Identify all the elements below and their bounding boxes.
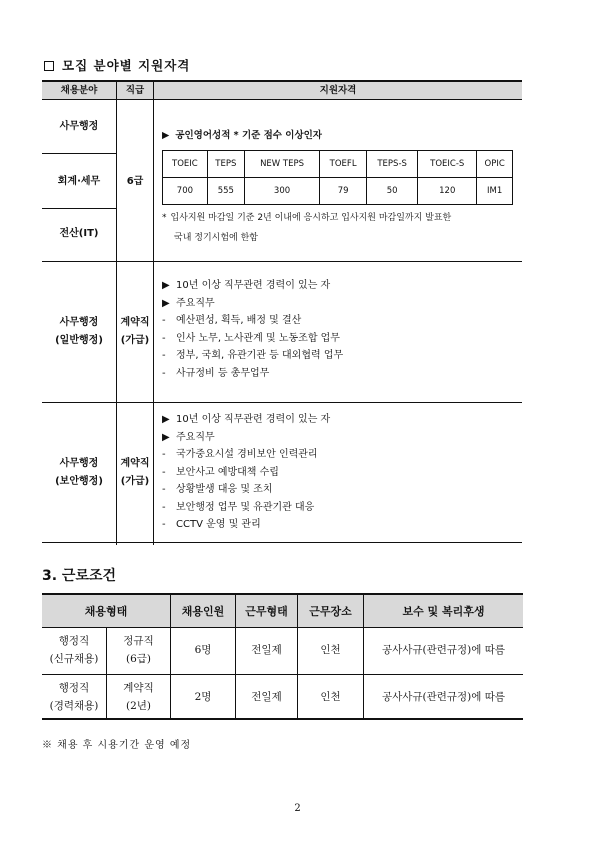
score-header: NEW TEPS [244, 151, 319, 178]
grade-contract-line2: (가급) [120, 335, 150, 346]
score-value: 300 [244, 178, 319, 205]
list-item: - 인사 노무, 노사관계 및 노동조합 업무 [162, 330, 343, 348]
row1-type-a-line2: (신규채용) [49, 653, 99, 665]
list-item: - 보안행정 업무 및 유관기관 대응 [162, 499, 330, 517]
field-accounting-tax: 회계·세무 [57, 176, 101, 187]
header-employment-type: 채용형태 [84, 605, 128, 618]
header-work-type: 근무형태 [245, 605, 288, 618]
table-header-row [42, 595, 523, 628]
checkbox-square-icon [44, 61, 54, 71]
score-value: 50 [367, 178, 418, 205]
field-general-admin-line1: 사무행정 [59, 317, 99, 328]
list-item: - 상황발생 대응 및 조치 [162, 481, 330, 499]
list-item: ▶ 주요직무 [162, 429, 330, 447]
score-value: 555 [207, 178, 244, 205]
row2-work-place: 인천 [320, 691, 341, 703]
grade-contract-line1: 계약직 [120, 317, 150, 328]
probation-footnote: ※ 채용 후 시용기간 운영 예정 [42, 740, 192, 751]
row1-type-a-line1: 행정직 [58, 635, 90, 647]
qualification-table [42, 80, 522, 543]
field-security-admin-line1: 사무행정 [59, 458, 99, 469]
dash-bullet: - [162, 315, 166, 326]
arrow-bullet-icon: ▶ [162, 431, 170, 443]
row2-benefits: 공사사규(관련규정)에 따름 [381, 691, 506, 703]
score-header: OPIC [477, 151, 513, 178]
field-security-admin-line2: (보안행정) [55, 476, 103, 487]
section-heading-working-conditions: 3. 근로조건 [42, 568, 117, 584]
dash-bullet: - [162, 519, 166, 530]
list-item: - 사규정비 등 총무업무 [162, 365, 343, 383]
row2-work-type: 전일제 [251, 691, 282, 703]
grade-contract-line2: (가급) [120, 476, 150, 487]
score-header-row [163, 151, 513, 178]
score-value: 700 [163, 178, 208, 205]
header-headcount: 채용인원 [181, 605, 225, 618]
grade-6: 6급 [126, 176, 144, 187]
row2-type-a-line2: (경력채용) [49, 700, 99, 712]
dash-bullet: - [162, 501, 166, 513]
dash-bullet: - [162, 484, 166, 495]
score-header: TEPS-S [367, 151, 418, 178]
header-field: 채용분야 [60, 85, 98, 96]
row1-type-b-line1: 정규직 [123, 635, 154, 647]
list-item: - 예산편성, 획득, 배정 및 결산 [162, 312, 343, 330]
list-item: - CCTV 운영 및 관리 [162, 516, 330, 534]
header-benefits: 보수 및 복리후생 [402, 605, 485, 618]
table-header-row [42, 82, 522, 100]
score-value-row [163, 178, 513, 205]
list-item: ▶ 10년 이상 직무관련 경력이 있는 자 [162, 411, 330, 429]
working-conditions-table [42, 593, 523, 720]
list-item: - 보안사고 예방대책 수립 [162, 464, 330, 482]
dash-bullet: - [162, 449, 166, 460]
arrow-bullet-icon: ▶ [162, 280, 170, 291]
score-value: 79 [320, 178, 367, 205]
list-item: - 정부, 국회, 유관기관 등 대외협력 업무 [162, 347, 343, 365]
score-header: TOEIC-S [418, 151, 477, 178]
dash-bullet: - [162, 466, 166, 478]
list-item: ▶ 10년 이상 직무관련 경력이 있는 자 [162, 277, 343, 295]
header-qualification: 지원자격 [319, 85, 357, 96]
row2-type-a-line1: 행정직 [58, 682, 90, 694]
arrow-bullet-icon: ▶ [162, 130, 170, 141]
score-value: IM1 [477, 178, 513, 205]
grade-contract-line1: 계약직 [120, 458, 150, 469]
list-item: ▶ 주요직무 [162, 295, 343, 313]
score-header: TEPS [207, 151, 244, 178]
row1-benefits: 공사사규(관련규정)에 따름 [381, 644, 506, 656]
section-title: 모집 분야별 지원자격 [44, 56, 190, 74]
dash-bullet: - [162, 350, 166, 361]
arrow-bullet-icon: ▶ [162, 414, 170, 425]
header-grade: 직급 [125, 85, 145, 96]
row1-work-type: 전일제 [251, 644, 282, 656]
score-header: TOEFL [320, 151, 367, 178]
dash-bullet: - [162, 332, 166, 344]
asterisk-mark: * [162, 213, 167, 223]
row1-headcount: 6명 [194, 644, 212, 656]
arrow-bullet-icon: ▶ [162, 297, 170, 309]
score-header: TOEIC [163, 151, 208, 178]
row1-type-b-line2: (6급) [125, 653, 152, 665]
score-note: * 입사지원 마감일 기준 2년 이내에 응시하고 입사지원 마감일까지 발표한 국내 정기시험에 한함 [162, 213, 452, 243]
row2-type-b-line2: (2년) [125, 700, 152, 712]
field-general-admin-line2: (일반행정) [55, 335, 103, 346]
row2-type-b-line1: 계약직 [123, 682, 154, 694]
field-it: 전산(IT) [59, 228, 99, 239]
row1-work-place: 인천 [320, 644, 341, 656]
row2-headcount: 2명 [194, 691, 212, 703]
page-number: 2 [294, 803, 301, 814]
header-work-place: 근무장소 [309, 605, 352, 618]
score-value: 120 [418, 178, 477, 205]
requirements-security-admin [162, 411, 330, 534]
english-score-requirement: ▶ 공인영어성적 * 기준 점수 이상인자 [162, 130, 322, 141]
dash-bullet: - [162, 367, 166, 379]
requirements-general-admin [162, 277, 343, 382]
field-general-admin: 사무행정 [59, 121, 99, 132]
list-item: - 국가중요시설 경비보안 인력관리 [162, 446, 330, 464]
english-score-table [162, 150, 513, 205]
